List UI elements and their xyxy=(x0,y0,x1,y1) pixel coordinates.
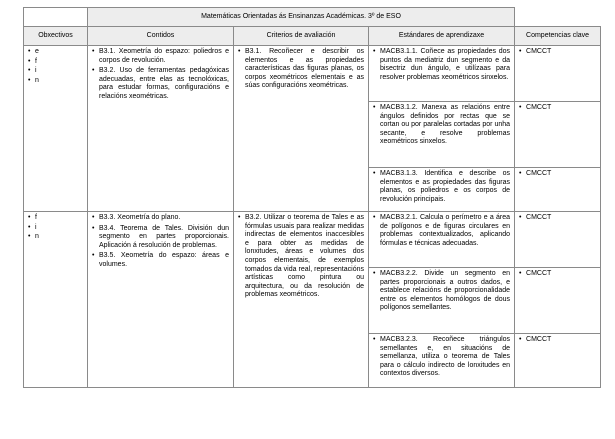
table-row xyxy=(24,212,601,268)
objective-item: • i xyxy=(28,67,83,76)
objective-item: • f xyxy=(28,58,83,67)
competence-cell xyxy=(515,102,601,168)
competence-item: • CMCCT xyxy=(519,270,596,279)
standard-item: • MACB3.2.1. Calcula o perímetro e a área de polígonos e de figuras circulares en problemas contextualizados, aplicando fórmulas e técnicas adecuadas. xyxy=(373,214,510,248)
content-item: • B3.5. Xeometría do espazo: áreas e volumes. xyxy=(92,252,229,269)
header-objectives: Obxectivos xyxy=(24,27,88,46)
standard-cell xyxy=(369,168,515,212)
standard-item: • MACB3.2.3. Recoñece triángulos semellantes e, en situacións de semellanza, utiliza o teorema de Tales para o cálculo indirecto de lonxitudes en contextos diversos. xyxy=(373,336,510,379)
competence-item: • CMCCT xyxy=(519,336,596,345)
criteria-cell xyxy=(234,46,369,212)
objectives-cell xyxy=(24,46,88,212)
contents-cell xyxy=(88,46,234,212)
objective-item: • f xyxy=(28,214,83,223)
standard-item: • MACB3.1.2. Manexa as relacións entre ángulos definidos por rectas que se cortan ou por paralelas cortadas por unha secante, e resolve problemas xeométricos sinxelos. xyxy=(373,104,510,147)
competence-item: • CMCCT xyxy=(519,170,596,179)
standard-cell xyxy=(369,268,515,334)
standard-cell xyxy=(369,46,515,102)
content-item: • B3.2. Uso de ferramentas pedagóxicas adecuadas, entre elas as tecnolóxicas, para estudar formas, configuracións e relacións xeométricas. xyxy=(92,67,229,101)
competence-cell xyxy=(515,268,601,334)
objective-item: • n xyxy=(28,77,83,86)
competence-item: • CMCCT xyxy=(519,214,596,223)
competence-cell xyxy=(515,168,601,212)
contents-cell xyxy=(88,212,234,388)
competence-item: • CMCCT xyxy=(519,104,596,113)
objective-item: • n xyxy=(28,233,83,242)
table-row xyxy=(24,46,601,102)
criteria-cell xyxy=(234,212,369,388)
content-item: • B3.1. Xeometría do espazo: poliedros e corpos de revolución. xyxy=(92,48,229,65)
standard-item: • MACB3.1.1. Coñece as propiedades dos puntos da mediatriz dun segmento e da bisectriz dun ángulo, e utilízaas para resolver problemas xeométricos sinxelos. xyxy=(373,48,510,82)
competence-cell xyxy=(515,46,601,102)
standard-cell xyxy=(369,102,515,168)
criterion-item: • B3.1. Recoñecer e describir os elementos e as propiedades características das figuras planas, os corpos xeométricos elementais e as súas configuracións xeométricas. xyxy=(238,48,364,91)
standard-cell xyxy=(369,212,515,268)
competence-cell xyxy=(515,212,601,268)
header-row xyxy=(24,27,601,46)
competence-cell xyxy=(515,334,601,388)
content-item: • B3.4. Teorema de Tales. División dun segmento en partes proporcionais. Aplicación á resolución de problemas. xyxy=(92,225,229,251)
header-contents: Contidos xyxy=(88,27,234,46)
criterion-item: • B3.2. Utilizar o teorema de Tales e as fórmulas usuais para realizar medidas indirectas de elementos inaccesibles e para obter as medidas de lonxitudes, áreas e volumes dos corpos elementais, de exemplos tomados da vida real, representacións artísticas como pintura ou arquitectura, ou da resolución de problemas xeométricos. xyxy=(238,214,364,300)
curriculum-table xyxy=(23,7,601,388)
header-competences: Competencias clave xyxy=(515,27,601,46)
content-item: • B3.3. Xeometría do plano. xyxy=(92,214,229,223)
title-spacer-right xyxy=(515,8,601,27)
header-criteria: Criterios de avaliación xyxy=(234,27,369,46)
standard-item: • MACB3.2.2. Divide un segmento en partes proporcionais a outros dados, e establece relacións de proporcionalidade entre os elementos homólogos de dous polígonos semellantes. xyxy=(373,270,510,313)
title-row xyxy=(24,8,601,27)
competence-item: • CMCCT xyxy=(519,48,596,57)
header-standards: Estándares de aprendizaxe xyxy=(369,27,515,46)
objectives-cell xyxy=(24,212,88,388)
standard-item: • MACB3.1.3. Identifica e describe os elementos e as propiedades das figuras planas, os poliedros e os corpos de revolución principais. xyxy=(373,170,510,204)
table-title: Matemáticas Orientadas ás Ensinanzas Académicas. 3º de ESO xyxy=(88,8,515,27)
standard-cell xyxy=(369,334,515,388)
curriculum-document xyxy=(23,7,600,388)
title-spacer xyxy=(24,8,88,27)
objective-item: • e xyxy=(28,48,83,57)
objective-item: • i xyxy=(28,224,83,233)
